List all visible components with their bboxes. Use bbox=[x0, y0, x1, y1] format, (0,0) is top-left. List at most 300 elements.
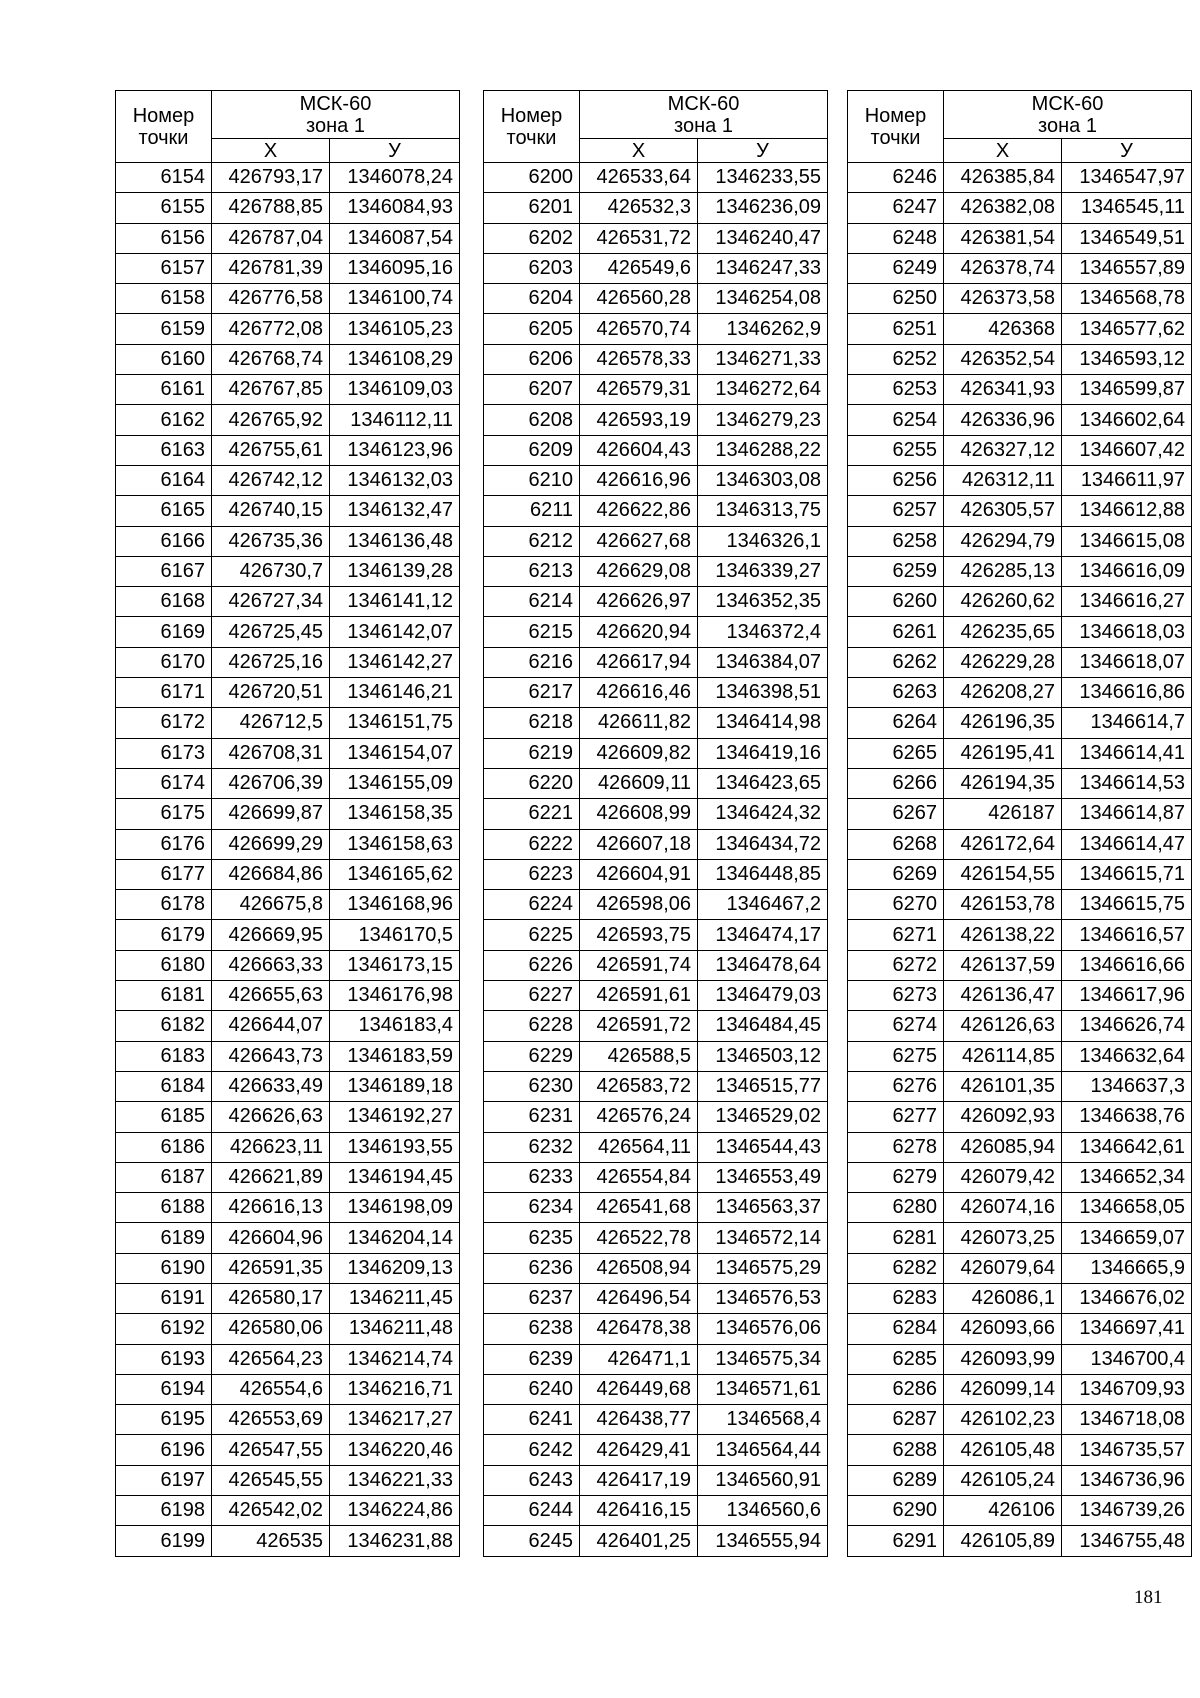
x-coordinate-cell: 426604,91 bbox=[580, 859, 698, 889]
y-coordinate-cell: 1346614,41 bbox=[1062, 738, 1192, 768]
table-row bbox=[848, 405, 1192, 435]
y-coordinate-cell: 1346553,49 bbox=[698, 1162, 828, 1192]
point-number-cell: 6162 bbox=[116, 405, 212, 435]
coordinates-table-1 bbox=[115, 90, 460, 1557]
table-row bbox=[484, 1344, 828, 1374]
y-coordinate-cell: 1346615,71 bbox=[1062, 859, 1192, 889]
y-coordinate-cell: 1346132,47 bbox=[330, 496, 460, 526]
x-coordinate-cell: 426787,04 bbox=[212, 223, 330, 253]
x-coordinate-cell: 426086,1 bbox=[944, 1283, 1062, 1313]
x-coordinate-cell: 426669,95 bbox=[212, 920, 330, 950]
point-number-cell: 6259 bbox=[848, 556, 944, 586]
y-coordinate-cell: 1346112,11 bbox=[330, 405, 460, 435]
table-row bbox=[484, 1435, 828, 1465]
table-row bbox=[848, 1162, 1192, 1192]
table-row bbox=[848, 708, 1192, 738]
y-coordinate-cell: 1346676,02 bbox=[1062, 1283, 1192, 1313]
x-coordinate-cell: 426725,45 bbox=[212, 617, 330, 647]
table-row bbox=[484, 950, 828, 980]
point-number-cell: 6249 bbox=[848, 253, 944, 283]
y-coordinate-cell: 1346618,03 bbox=[1062, 617, 1192, 647]
point-number-cell: 6200 bbox=[484, 163, 580, 193]
y-coordinate-cell: 1346572,14 bbox=[698, 1223, 828, 1253]
table-row bbox=[116, 1071, 460, 1101]
table-row bbox=[848, 1223, 1192, 1253]
table-row bbox=[484, 496, 828, 526]
y-coordinate-cell: 1346718,08 bbox=[1062, 1405, 1192, 1435]
y-coordinate-cell: 1346288,22 bbox=[698, 435, 828, 465]
table-row bbox=[116, 193, 460, 223]
point-number-cell: 6244 bbox=[484, 1496, 580, 1526]
x-coordinate-cell: 426699,29 bbox=[212, 829, 330, 859]
table-row bbox=[116, 526, 460, 556]
point-number-cell: 6284 bbox=[848, 1314, 944, 1344]
x-coordinate-cell: 426616,13 bbox=[212, 1193, 330, 1223]
x-coordinate-cell: 426604,96 bbox=[212, 1223, 330, 1253]
x-coordinate-cell: 426208,27 bbox=[944, 678, 1062, 708]
y-coordinate-cell: 1346616,86 bbox=[1062, 678, 1192, 708]
point-number-cell: 6291 bbox=[848, 1526, 944, 1556]
table-row bbox=[484, 314, 828, 344]
table-row bbox=[484, 768, 828, 798]
point-number-cell: 6171 bbox=[116, 678, 212, 708]
table-row bbox=[484, 829, 828, 859]
point-number-cell: 6196 bbox=[116, 1435, 212, 1465]
table-row bbox=[484, 1314, 828, 1344]
x-coordinate-cell: 426588,5 bbox=[580, 1041, 698, 1071]
x-coordinate-cell: 426626,63 bbox=[212, 1102, 330, 1132]
point-number-cell: 6183 bbox=[116, 1041, 212, 1071]
table-row bbox=[484, 1162, 828, 1192]
y-coordinate-cell: 1346352,35 bbox=[698, 587, 828, 617]
y-coordinate-cell: 1346557,89 bbox=[1062, 253, 1192, 283]
point-number-cell: 6260 bbox=[848, 587, 944, 617]
x-coordinate-cell: 426663,33 bbox=[212, 950, 330, 980]
table-row bbox=[848, 981, 1192, 1011]
table-row bbox=[484, 617, 828, 647]
table-row bbox=[116, 1132, 460, 1162]
point-number-cell: 6280 bbox=[848, 1193, 944, 1223]
point-number-cell: 6206 bbox=[484, 344, 580, 374]
point-number-cell: 6239 bbox=[484, 1344, 580, 1374]
x-coordinate-cell: 426508,94 bbox=[580, 1253, 698, 1283]
table-row bbox=[848, 1344, 1192, 1374]
x-coordinate-cell: 426153,78 bbox=[944, 890, 1062, 920]
x-coordinate-cell: 426312,11 bbox=[944, 465, 1062, 495]
point-number-cell: 6190 bbox=[116, 1253, 212, 1283]
x-coordinate-cell: 426554,84 bbox=[580, 1162, 698, 1192]
x-coordinate-cell: 426570,74 bbox=[580, 314, 698, 344]
coordinates-table-2 bbox=[483, 90, 828, 1557]
y-coordinate-cell: 1346105,23 bbox=[330, 314, 460, 344]
table-row bbox=[116, 1496, 460, 1526]
y-coordinate-cell: 1346599,87 bbox=[1062, 375, 1192, 405]
table-row bbox=[484, 405, 828, 435]
point-number-cell: 6263 bbox=[848, 678, 944, 708]
table-row bbox=[848, 829, 1192, 859]
y-coordinate-cell: 1346575,29 bbox=[698, 1253, 828, 1283]
table-row bbox=[484, 799, 828, 829]
y-coordinate-cell: 1346087,54 bbox=[330, 223, 460, 253]
y-coordinate-cell: 1346279,23 bbox=[698, 405, 828, 435]
point-number-cell: 6164 bbox=[116, 465, 212, 495]
y-coordinate-cell: 1346616,09 bbox=[1062, 556, 1192, 586]
table-row bbox=[116, 1102, 460, 1132]
x-coordinate-cell: 426583,72 bbox=[580, 1071, 698, 1101]
y-coordinate-cell: 1346271,33 bbox=[698, 344, 828, 374]
point-number-cell: 6179 bbox=[116, 920, 212, 950]
point-number-cell: 6186 bbox=[116, 1132, 212, 1162]
point-number-cell: 6227 bbox=[484, 981, 580, 1011]
point-number-cell: 6242 bbox=[484, 1435, 580, 1465]
x-coordinate-cell: 426578,33 bbox=[580, 344, 698, 374]
y-coordinate-cell: 1346632,64 bbox=[1062, 1041, 1192, 1071]
point-number-cell: 6264 bbox=[848, 708, 944, 738]
table-row bbox=[484, 587, 828, 617]
y-coordinate-cell: 1346739,26 bbox=[1062, 1496, 1192, 1526]
x-coordinate-cell: 426478,38 bbox=[580, 1314, 698, 1344]
point-number-cell: 6201 bbox=[484, 193, 580, 223]
x-coordinate-cell: 426541,68 bbox=[580, 1193, 698, 1223]
y-coordinate-cell: 1346709,93 bbox=[1062, 1374, 1192, 1404]
y-coordinate-cell: 1346109,03 bbox=[330, 375, 460, 405]
table-row bbox=[848, 1405, 1192, 1435]
x-coordinate-cell: 426616,96 bbox=[580, 465, 698, 495]
y-coordinate-cell: 1346576,06 bbox=[698, 1314, 828, 1344]
point-number-cell: 6212 bbox=[484, 526, 580, 556]
point-number-cell: 6289 bbox=[848, 1465, 944, 1495]
x-coordinate-cell: 426522,78 bbox=[580, 1223, 698, 1253]
table-row bbox=[116, 799, 460, 829]
point-number-cell: 6253 bbox=[848, 375, 944, 405]
point-number-cell: 6202 bbox=[484, 223, 580, 253]
table-row bbox=[484, 1132, 828, 1162]
table-row bbox=[116, 1435, 460, 1465]
x-coordinate-cell: 426429,41 bbox=[580, 1435, 698, 1465]
point-number-cell: 6172 bbox=[116, 708, 212, 738]
table-row bbox=[848, 163, 1192, 193]
x-coordinate-cell: 426385,84 bbox=[944, 163, 1062, 193]
point-number-header: Номер точки bbox=[848, 91, 944, 163]
x-coordinate-cell: 426579,31 bbox=[580, 375, 698, 405]
table-row bbox=[116, 314, 460, 344]
x-coordinate-cell: 426727,34 bbox=[212, 587, 330, 617]
x-coordinate-cell: 426675,8 bbox=[212, 890, 330, 920]
y-column-header: У bbox=[330, 139, 460, 163]
y-coordinate-cell: 1346211,48 bbox=[330, 1314, 460, 1344]
x-coordinate-cell: 426196,35 bbox=[944, 708, 1062, 738]
table-row bbox=[848, 1041, 1192, 1071]
table-row bbox=[484, 859, 828, 889]
x-coordinate-cell: 426772,08 bbox=[212, 314, 330, 344]
x-coordinate-cell: 426616,46 bbox=[580, 678, 698, 708]
y-coordinate-cell: 1346612,88 bbox=[1062, 496, 1192, 526]
y-coordinate-cell: 1346220,46 bbox=[330, 1435, 460, 1465]
x-coordinate-cell: 426341,93 bbox=[944, 375, 1062, 405]
y-coordinate-cell: 1346194,45 bbox=[330, 1162, 460, 1192]
x-coordinate-cell: 426607,18 bbox=[580, 829, 698, 859]
x-coordinate-cell: 426126,63 bbox=[944, 1011, 1062, 1041]
x-coordinate-cell: 426623,11 bbox=[212, 1132, 330, 1162]
point-number-cell: 6251 bbox=[848, 314, 944, 344]
point-number-cell: 6156 bbox=[116, 223, 212, 253]
y-coordinate-cell: 1346478,64 bbox=[698, 950, 828, 980]
x-coordinate-cell: 426496,54 bbox=[580, 1283, 698, 1313]
x-coordinate-cell: 426776,58 bbox=[212, 284, 330, 314]
x-coordinate-cell: 426079,42 bbox=[944, 1162, 1062, 1192]
y-coordinate-cell: 1346108,29 bbox=[330, 344, 460, 374]
x-coordinate-cell: 426699,87 bbox=[212, 799, 330, 829]
y-coordinate-cell: 1346326,1 bbox=[698, 526, 828, 556]
table-row bbox=[848, 1132, 1192, 1162]
x-coordinate-cell: 426532,3 bbox=[580, 193, 698, 223]
x-coordinate-cell: 426535 bbox=[212, 1526, 330, 1556]
y-coordinate-cell: 1346183,59 bbox=[330, 1041, 460, 1071]
y-column-header: У bbox=[698, 139, 828, 163]
point-number-cell: 6270 bbox=[848, 890, 944, 920]
y-coordinate-cell: 1346467,2 bbox=[698, 890, 828, 920]
x-coordinate-cell: 426598,06 bbox=[580, 890, 698, 920]
table-row bbox=[484, 981, 828, 1011]
x-coordinate-cell: 426611,82 bbox=[580, 708, 698, 738]
page-number: 181 bbox=[1134, 1587, 1163, 1608]
y-coordinate-cell: 1346419,16 bbox=[698, 738, 828, 768]
table-row bbox=[484, 556, 828, 586]
point-number-cell: 6167 bbox=[116, 556, 212, 586]
y-coordinate-cell: 1346313,75 bbox=[698, 496, 828, 526]
table-row bbox=[116, 1465, 460, 1495]
point-number-cell: 6161 bbox=[116, 375, 212, 405]
x-coordinate-cell: 426382,08 bbox=[944, 193, 1062, 223]
y-coordinate-cell: 1346209,13 bbox=[330, 1253, 460, 1283]
x-coordinate-cell: 426533,64 bbox=[580, 163, 698, 193]
table-row bbox=[116, 496, 460, 526]
point-number-cell: 6232 bbox=[484, 1132, 580, 1162]
table-row bbox=[848, 678, 1192, 708]
table-row bbox=[848, 1011, 1192, 1041]
point-number-cell: 6197 bbox=[116, 1465, 212, 1495]
x-coordinate-cell: 426136,47 bbox=[944, 981, 1062, 1011]
point-number-cell: 6163 bbox=[116, 435, 212, 465]
x-coordinate-cell: 426074,16 bbox=[944, 1193, 1062, 1223]
y-coordinate-cell: 1346434,72 bbox=[698, 829, 828, 859]
point-number-cell: 6169 bbox=[116, 617, 212, 647]
x-coordinate-cell: 426106 bbox=[944, 1496, 1062, 1526]
table-row bbox=[116, 163, 460, 193]
point-number-cell: 6155 bbox=[116, 193, 212, 223]
point-number-cell: 6235 bbox=[484, 1223, 580, 1253]
point-number-cell: 6214 bbox=[484, 587, 580, 617]
table-row bbox=[484, 465, 828, 495]
x-coordinate-cell: 426765,92 bbox=[212, 405, 330, 435]
table-row bbox=[116, 950, 460, 980]
y-coordinate-cell: 1346614,7 bbox=[1062, 708, 1192, 738]
table-row bbox=[116, 284, 460, 314]
y-coordinate-cell: 1346216,71 bbox=[330, 1374, 460, 1404]
x-coordinate-cell: 426608,99 bbox=[580, 799, 698, 829]
point-number-cell: 6258 bbox=[848, 526, 944, 556]
point-number-cell: 6268 bbox=[848, 829, 944, 859]
table-row bbox=[848, 1283, 1192, 1313]
table-row bbox=[116, 1223, 460, 1253]
point-number-cell: 6221 bbox=[484, 799, 580, 829]
table-row bbox=[848, 1253, 1192, 1283]
x-coordinate-cell: 426101,35 bbox=[944, 1071, 1062, 1101]
point-number-cell: 6240 bbox=[484, 1374, 580, 1404]
table-row bbox=[848, 1102, 1192, 1132]
x-coordinate-cell: 426172,64 bbox=[944, 829, 1062, 859]
y-coordinate-cell: 1346607,42 bbox=[1062, 435, 1192, 465]
point-number-cell: 6267 bbox=[848, 799, 944, 829]
point-number-cell: 6215 bbox=[484, 617, 580, 647]
table-row bbox=[848, 556, 1192, 586]
x-coordinate-cell: 426591,61 bbox=[580, 981, 698, 1011]
table-row bbox=[848, 465, 1192, 495]
table-row bbox=[848, 1193, 1192, 1223]
table-row bbox=[116, 1344, 460, 1374]
x-coordinate-cell: 426629,08 bbox=[580, 556, 698, 586]
y-coordinate-cell: 1346151,75 bbox=[330, 708, 460, 738]
x-coordinate-cell: 426417,19 bbox=[580, 1465, 698, 1495]
coordinate-system-header: МСК-60 зона 1 bbox=[944, 91, 1192, 139]
table-row bbox=[484, 1071, 828, 1101]
x-coordinate-cell: 426712,5 bbox=[212, 708, 330, 738]
table-row bbox=[116, 738, 460, 768]
point-number-cell: 6226 bbox=[484, 950, 580, 980]
x-coordinate-cell: 426793,17 bbox=[212, 163, 330, 193]
table-row bbox=[116, 1193, 460, 1223]
table-row bbox=[848, 647, 1192, 677]
table-row bbox=[484, 647, 828, 677]
x-coordinate-cell: 426781,39 bbox=[212, 253, 330, 283]
table-row bbox=[116, 405, 460, 435]
point-number-cell: 6170 bbox=[116, 647, 212, 677]
y-coordinate-cell: 1346189,18 bbox=[330, 1071, 460, 1101]
x-coordinate-cell: 426092,93 bbox=[944, 1102, 1062, 1132]
point-number-cell: 6199 bbox=[116, 1526, 212, 1556]
point-number-cell: 6243 bbox=[484, 1465, 580, 1495]
y-coordinate-cell: 1346637,3 bbox=[1062, 1071, 1192, 1101]
point-number-cell: 6154 bbox=[116, 163, 212, 193]
table-row bbox=[116, 859, 460, 889]
y-coordinate-cell: 1346614,47 bbox=[1062, 829, 1192, 859]
point-number-cell: 6272 bbox=[848, 950, 944, 980]
y-coordinate-cell: 1346423,65 bbox=[698, 768, 828, 798]
x-coordinate-cell: 426545,55 bbox=[212, 1465, 330, 1495]
point-number-cell: 6254 bbox=[848, 405, 944, 435]
table-row bbox=[116, 253, 460, 283]
point-number-cell: 6234 bbox=[484, 1193, 580, 1223]
y-coordinate-cell: 1346221,33 bbox=[330, 1465, 460, 1495]
point-number-cell: 6283 bbox=[848, 1283, 944, 1313]
table-row bbox=[484, 738, 828, 768]
point-number-cell: 6245 bbox=[484, 1526, 580, 1556]
table-row bbox=[116, 768, 460, 798]
x-coordinate-cell: 426593,75 bbox=[580, 920, 698, 950]
y-coordinate-cell: 1346424,32 bbox=[698, 799, 828, 829]
x-coordinate-cell: 426742,12 bbox=[212, 465, 330, 495]
point-number-cell: 6191 bbox=[116, 1283, 212, 1313]
y-coordinate-cell: 1346142,27 bbox=[330, 647, 460, 677]
point-number-cell: 6174 bbox=[116, 768, 212, 798]
table-row bbox=[848, 859, 1192, 889]
y-coordinate-cell: 1346529,02 bbox=[698, 1102, 828, 1132]
x-coordinate-cell: 426449,68 bbox=[580, 1374, 698, 1404]
point-number-cell: 6225 bbox=[484, 920, 580, 950]
point-number-cell: 6218 bbox=[484, 708, 580, 738]
point-number-cell: 6277 bbox=[848, 1102, 944, 1132]
point-number-cell: 6209 bbox=[484, 435, 580, 465]
x-coordinate-cell: 426622,86 bbox=[580, 496, 698, 526]
x-coordinate-cell: 426195,41 bbox=[944, 738, 1062, 768]
y-coordinate-cell: 1346236,09 bbox=[698, 193, 828, 223]
y-coordinate-cell: 1346544,43 bbox=[698, 1132, 828, 1162]
x-coordinate-cell: 426102,23 bbox=[944, 1405, 1062, 1435]
y-coordinate-cell: 1346555,94 bbox=[698, 1526, 828, 1556]
table-row bbox=[116, 587, 460, 617]
x-coordinate-cell: 426542,02 bbox=[212, 1496, 330, 1526]
y-coordinate-cell: 1346611,97 bbox=[1062, 465, 1192, 495]
table-row bbox=[116, 1041, 460, 1071]
y-coordinate-cell: 1346615,08 bbox=[1062, 526, 1192, 556]
y-coordinate-cell: 1346240,47 bbox=[698, 223, 828, 253]
table-row bbox=[848, 284, 1192, 314]
x-coordinate-cell: 426706,39 bbox=[212, 768, 330, 798]
point-number-cell: 6210 bbox=[484, 465, 580, 495]
y-coordinate-cell: 1346503,12 bbox=[698, 1041, 828, 1071]
y-coordinate-cell: 1346577,62 bbox=[1062, 314, 1192, 344]
x-column-header: Х bbox=[944, 139, 1062, 163]
point-number-cell: 6208 bbox=[484, 405, 580, 435]
point-number-cell: 6158 bbox=[116, 284, 212, 314]
point-number-cell: 6184 bbox=[116, 1071, 212, 1101]
table-row bbox=[848, 375, 1192, 405]
point-number-cell: 6228 bbox=[484, 1011, 580, 1041]
y-coordinate-cell: 1346474,17 bbox=[698, 920, 828, 950]
table-row bbox=[484, 678, 828, 708]
point-number-cell: 6205 bbox=[484, 314, 580, 344]
y-coordinate-cell: 1346217,27 bbox=[330, 1405, 460, 1435]
point-number-cell: 6256 bbox=[848, 465, 944, 495]
table-row bbox=[848, 1435, 1192, 1465]
coordinates-table-3 bbox=[847, 90, 1192, 1557]
point-number-cell: 6176 bbox=[116, 829, 212, 859]
point-number-cell: 6246 bbox=[848, 163, 944, 193]
table-row bbox=[484, 193, 828, 223]
point-number-cell: 6231 bbox=[484, 1102, 580, 1132]
x-coordinate-cell: 426609,82 bbox=[580, 738, 698, 768]
table-row bbox=[848, 496, 1192, 526]
table-row bbox=[484, 1011, 828, 1041]
x-coordinate-cell: 426105,48 bbox=[944, 1435, 1062, 1465]
x-coordinate-cell: 426768,74 bbox=[212, 344, 330, 374]
point-number-cell: 6166 bbox=[116, 526, 212, 556]
y-coordinate-cell: 1346154,07 bbox=[330, 738, 460, 768]
point-number-cell: 6279 bbox=[848, 1162, 944, 1192]
point-number-cell: 6193 bbox=[116, 1344, 212, 1374]
y-coordinate-cell: 1346198,09 bbox=[330, 1193, 460, 1223]
table-row bbox=[484, 284, 828, 314]
x-coordinate-cell: 426093,99 bbox=[944, 1344, 1062, 1374]
point-number-cell: 6274 bbox=[848, 1011, 944, 1041]
x-column-header: Х bbox=[212, 139, 330, 163]
x-coordinate-cell: 426591,72 bbox=[580, 1011, 698, 1041]
table-row bbox=[116, 1405, 460, 1435]
point-number-cell: 6241 bbox=[484, 1405, 580, 1435]
y-coordinate-cell: 1346158,63 bbox=[330, 829, 460, 859]
table-row bbox=[484, 435, 828, 465]
point-number-cell: 6194 bbox=[116, 1374, 212, 1404]
